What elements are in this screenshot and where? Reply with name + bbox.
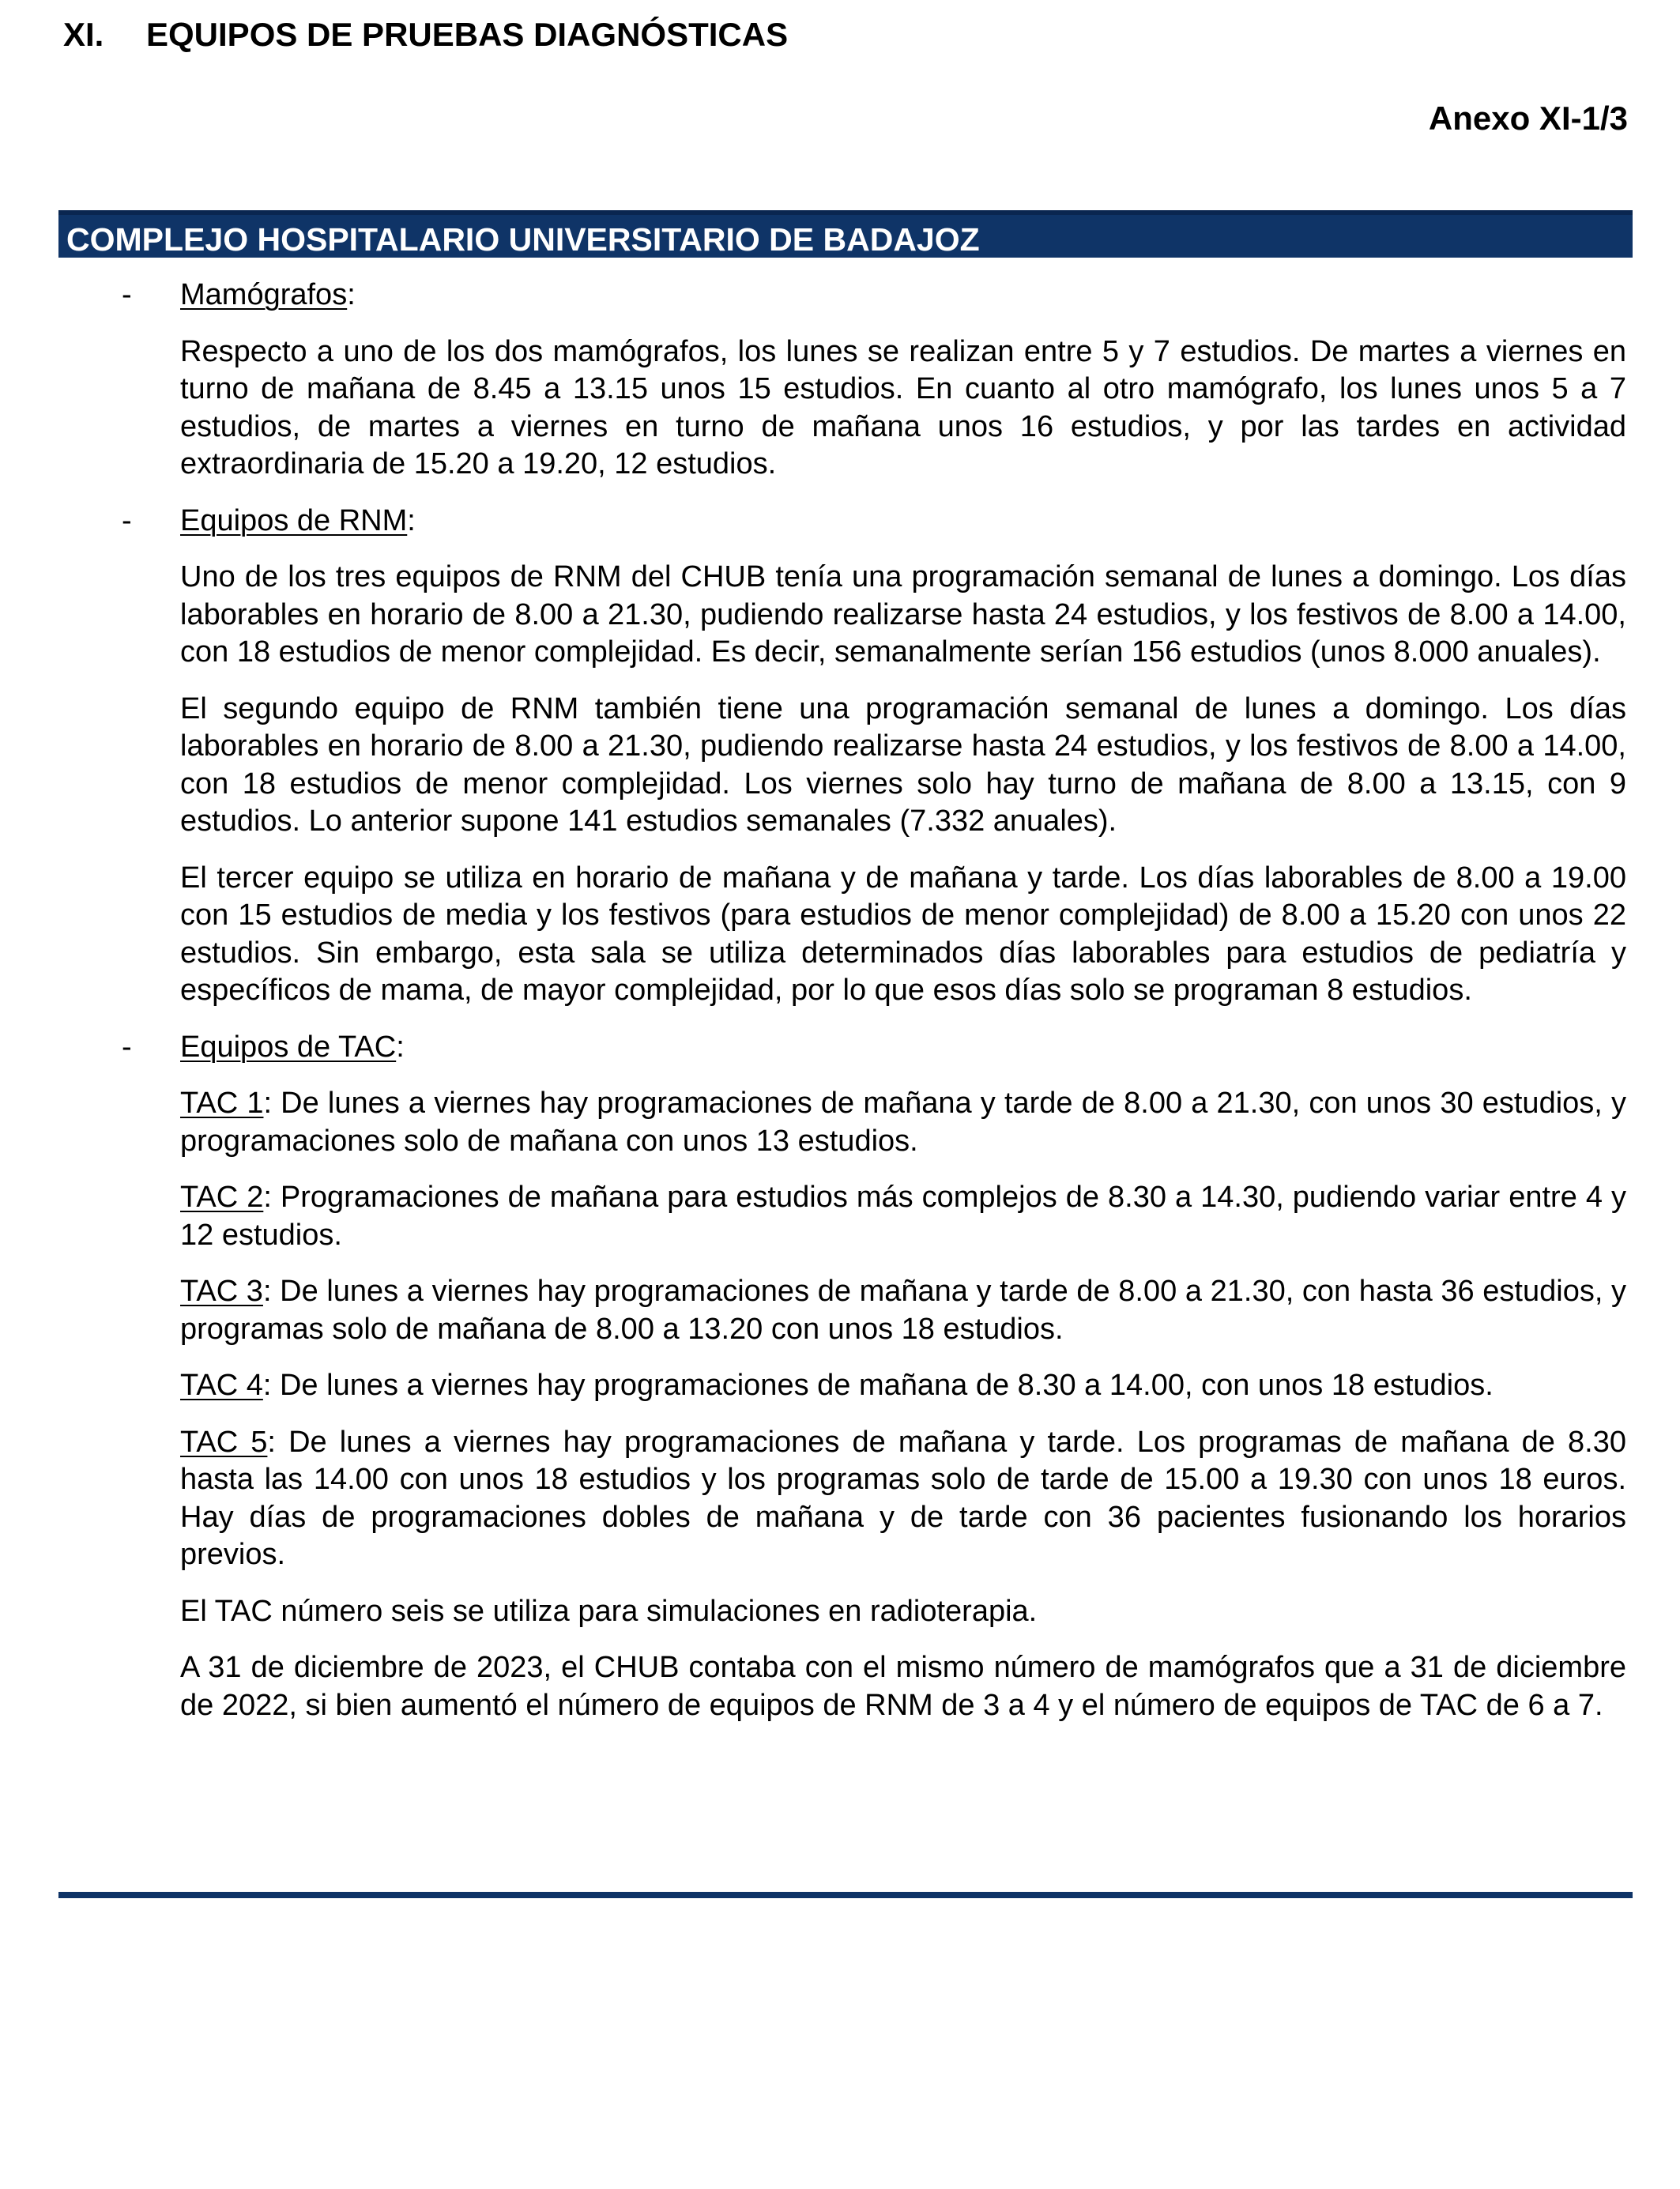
chapter-title [63,16,788,54]
paragraph-tac-3 [180,1273,1626,1348]
bullet-label-mamografos: Mamógrafos [180,278,348,311]
paragraph-rnm-1: Uno de los tres equipos de RNM del CHUB tenía una programación semanal de lunes a domingo. Los días laborables en horario de 8.00 a 21.30, pudiendo realizarse hasta 24 estudios, y los festivos de 8.00 a 14.00, con 18 estudios de menor complejidad. Es decir, semanalmente serían 156 estudios (unos 8.000 anuales). [180,560,1626,669]
bullet-colon: : [396,1030,405,1064]
paragraph-tac-1 [180,1085,1626,1160]
section-banner [58,210,1633,258]
document-body [122,277,1627,1743]
tac-label: TAC 1 [180,1087,264,1120]
tac-text: : De lunes a viernes hay programaciones de mañana y tarde de 8.00 a 21.30, con hasta 36 estudios, y programas solo de mañana de 8.00 a 13.20 con unos 18 estudios. [180,1275,1627,1346]
tac-text: : De lunes a viernes hay programaciones de mañana y tarde. Los programas de mañana de 8.30 hasta las 14.00 con unos 18 estudios y los programas solo de tarde de 15.00 a 19.30 con unos 18 euros. Hay días de programaciones dobles de mañana y de tarde con 36 pacientes fusionando los horarios previos. [180,1425,1626,1571]
bullet-dash: - [122,1030,132,1064]
tac-label: TAC 2 [180,1181,264,1214]
tac-text: : Programaciones de mañana para estudios más complejos de 8.30 a 14.30, pudiendo variar entre 4 y 12 estudios. [180,1181,1626,1252]
bullet-dash: - [122,503,132,537]
annex-label: Anexo XI-1/3 [1428,100,1628,137]
paragraph-conclusion: A 31 de diciembre de 2023, el CHUB contaba con el mismo número de mamógrafos que a 31 de diciembre de 2022, si bien aumentó el número de equipos de RNM de 3 a 4 y el número de equipos de TAC de 6 a 7. [180,1651,1626,1722]
tac-text: : De lunes a viernes hay programaciones de mañana y tarde de 8.00 a 21.30, con unos 30 estudios, y programaciones solo de mañana con unos 13 estudios. [180,1087,1626,1158]
bullet-mamografos [122,277,1626,315]
tac-label: TAC 5 [180,1425,268,1459]
paragraph-tac-5 [180,1424,1626,1574]
bullet-colon: : [347,278,356,311]
tac-text: : De lunes a viernes hay programaciones de mañana de 8.30 a 14.00, con unos 18 estudios. [262,1369,1494,1402]
paragraph-tac-six: El TAC número seis se utiliza para simulaciones en radioterapia. [180,1594,1038,1628]
paragraph-rnm-2: El segundo equipo de RNM también tiene una programación semanal de lunes a domingo. Los días laborables en horario de 8.00 a 21.30, pudiendo realizarse hasta 24 estudios, y los festivos de 8.00 a 14.00, con 18 estudios de menor complejidad. Los viernes solo hay turno de mañana de 8.00 a 13.15, con 9 estudios. Lo anterior supone 141 estudios semanales (7.332 anuales). [180,691,1626,838]
bottom-divider [58,1892,1633,1898]
bullet-colon: : [407,503,416,537]
paragraph-tac-2 [180,1179,1626,1254]
tac-label: TAC 4 [180,1369,263,1402]
tac-label: TAC 3 [180,1275,263,1308]
chapter-number: XI. [63,16,104,53]
bullet-label-rnm: Equipos de RNM [180,503,408,537]
paragraph-rnm-3: El tercer equipo se utiliza en horario de mañana y de mañana y tarde. Los días laborables de 8.00 a 19.00 con 15 estudios de media y los festivos (para estudios de menor complejidad) de 8.00 a 15.20 con unos 22 estudios. Sin embargo, esta sala se utiliza determinados días laborables para estudios de pediatría y específicos de mama, de mayor complejidad, por lo que esos días solo se programan 8 estudios. [180,861,1626,1007]
section-title: COMPLEJO HOSPITALARIO UNIVERSITARIO DE BADAJOZ [66,221,980,258]
paragraph-mamografos: Respecto a uno de los dos mamógrafos, los lunes se realizan entre 5 y 7 estudios. De martes a viernes en turno de mañana de 8.45 a 13.15 unos 15 estudios. En cuanto al otro mamógrafo, los lunes unos 5 a 7 estudios, de martes a viernes en turno de mañana unos 16 estudios, y por las tardes en actividad extraordinaria de 15.20 a 19.20, 12 estudios. [180,334,1626,480]
bullet-rnm [122,503,1626,541]
bullet-tac [122,1029,1626,1067]
bullet-dash: - [122,278,132,311]
paragraph-tac-4 [180,1367,1626,1405]
chapter-title-text: EQUIPOS DE PRUEBAS DIAGNÓSTICAS [146,16,789,53]
bullet-label-tac: Equipos de TAC [180,1030,397,1064]
